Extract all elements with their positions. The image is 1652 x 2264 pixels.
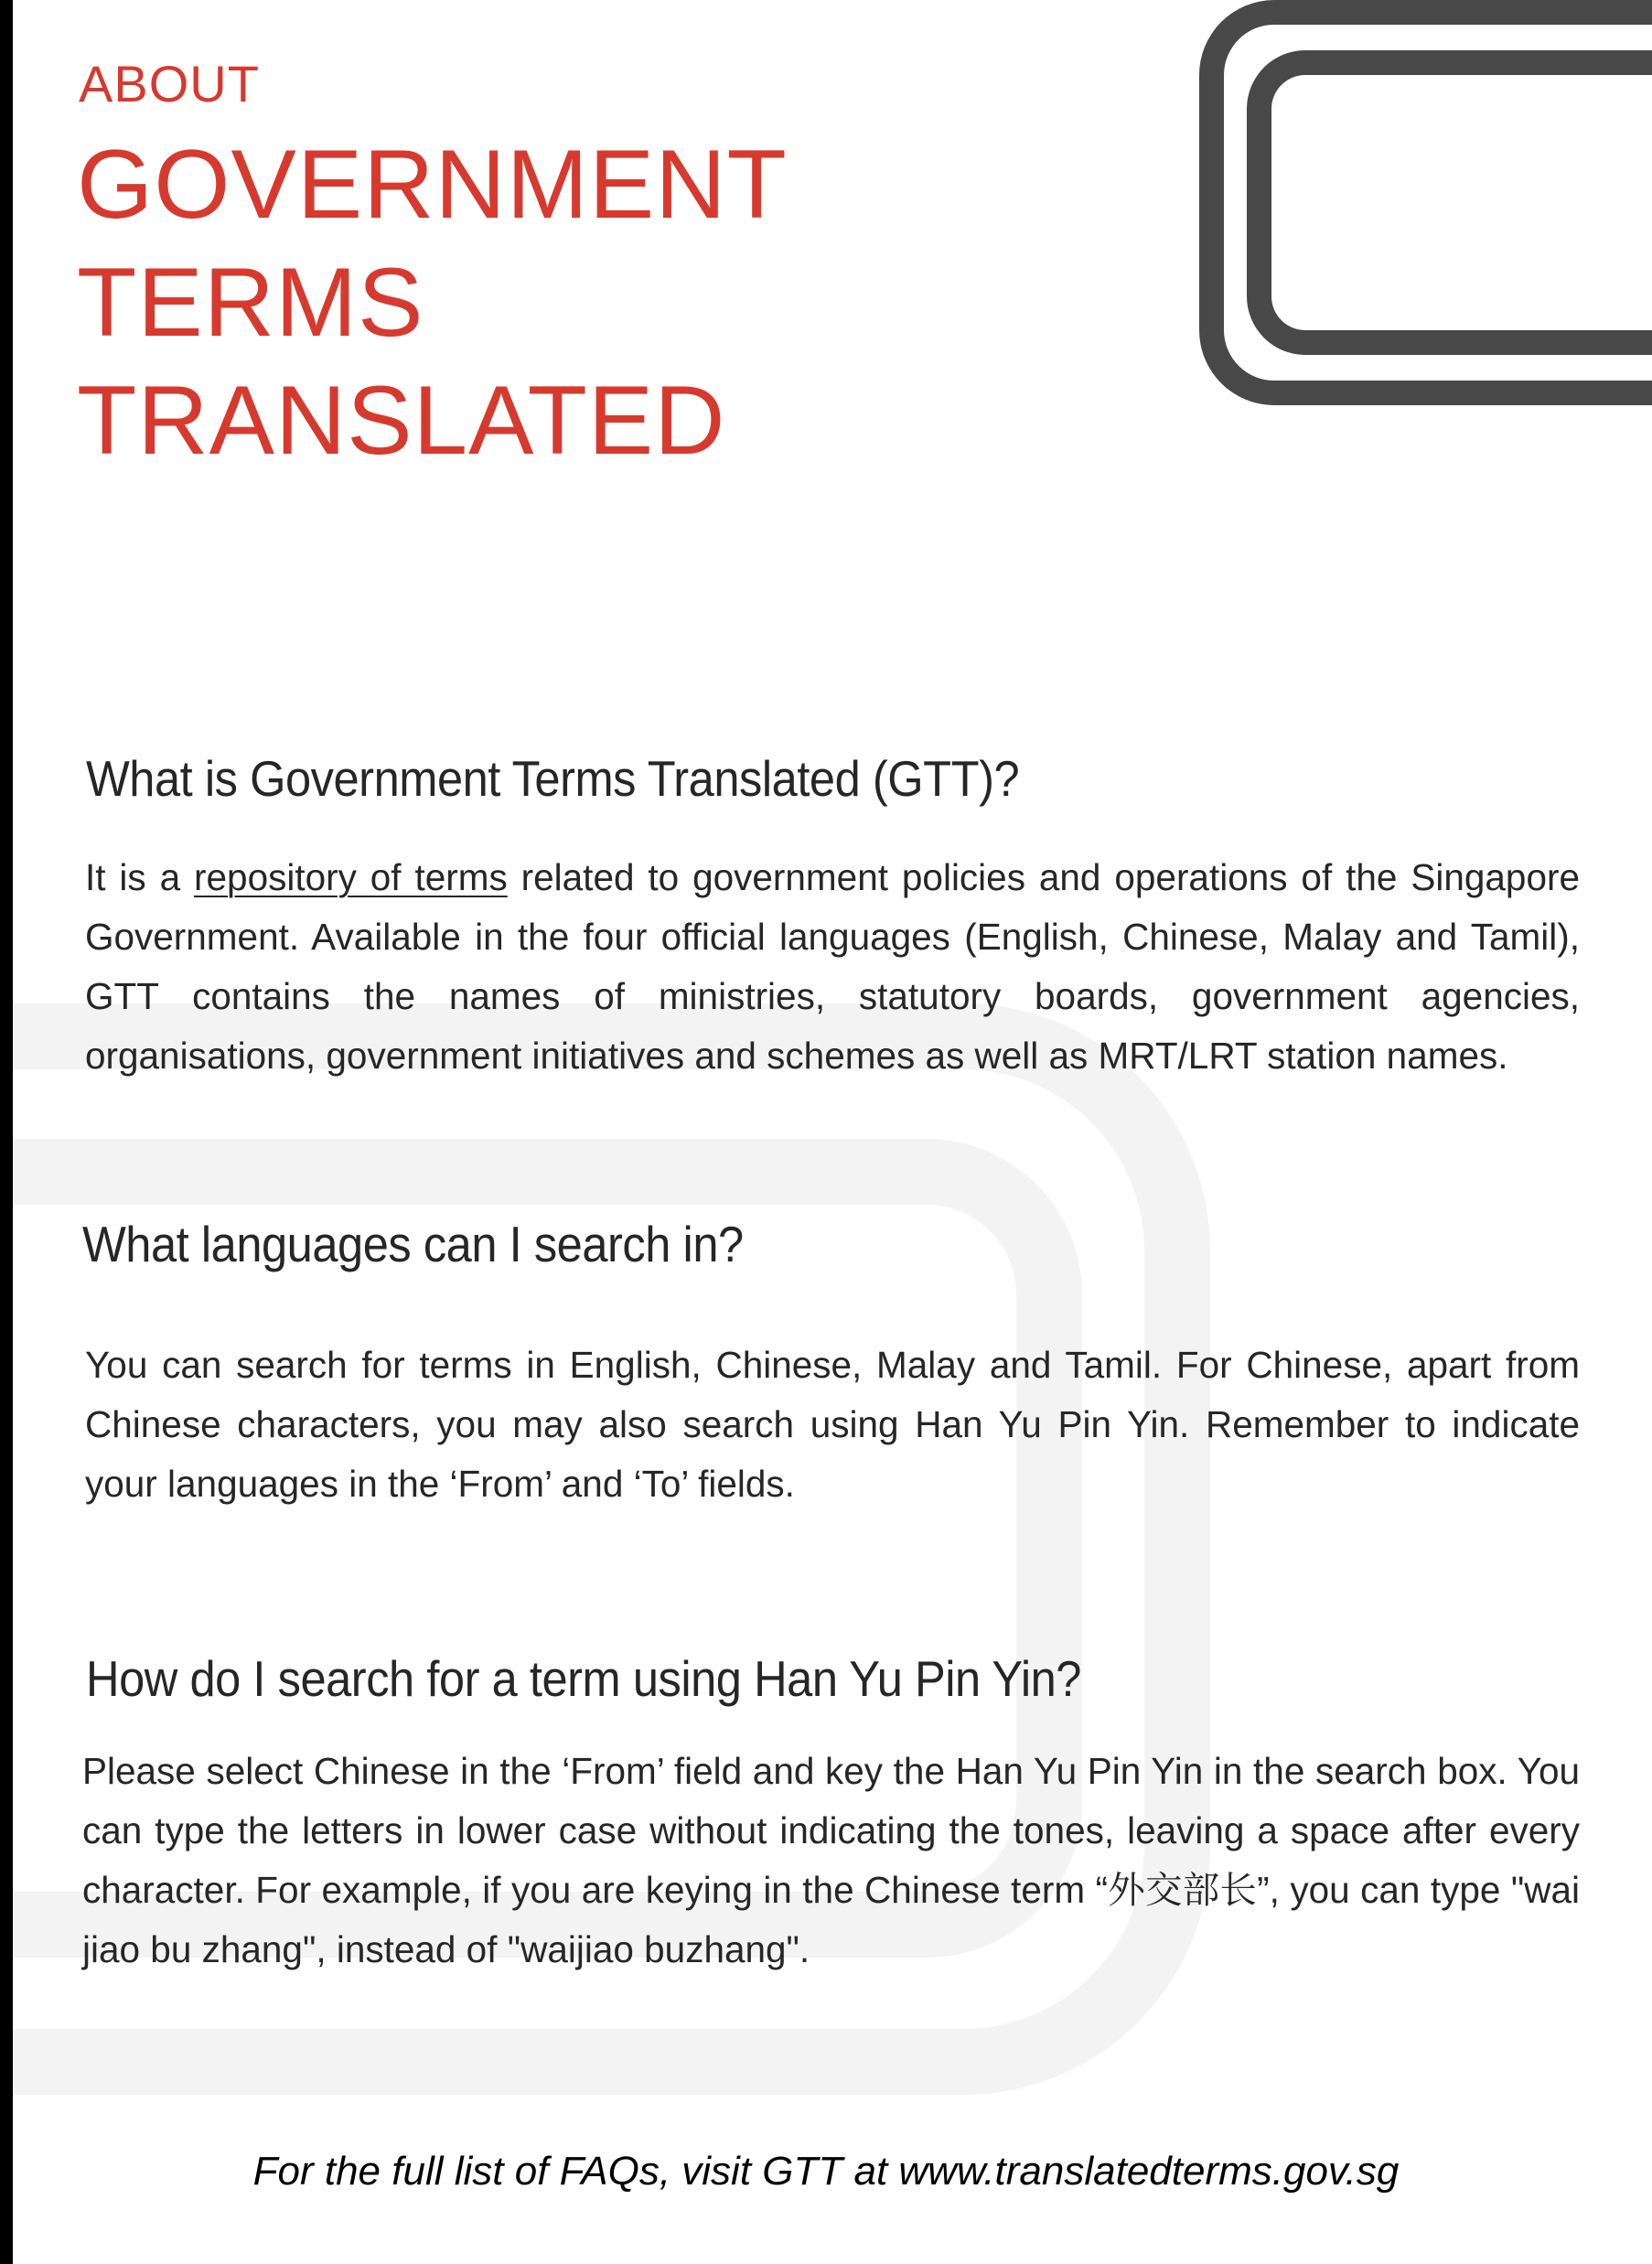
page-title-line-3: TRANSLATED bbox=[77, 365, 726, 475]
body-rest: related to government policies and operations of the Singapore Government. Available in the four official languages (English, Chinese, Malay and Tamil), GTT contains the names of ministries, statutory boards, government agencies, organisations, government initiatives and schemes as well as MRT/LRT station names. bbox=[85, 856, 1580, 1077]
page-title-line-2: TERMS bbox=[77, 247, 424, 357]
footer-faq-note: For the full list of FAQs, visit GTT at www.translatedterms.gov.sg bbox=[252, 2149, 1400, 2194]
body-prefix: It is a bbox=[85, 856, 195, 898]
section-heading-what-is-gtt: What is Government Terms Translated (GTT)? bbox=[86, 750, 1020, 807]
section-body-languages: You can search for terms in English, Chinese, Malay and Tamil. For Chinese, apart from Chinese characters, you may also search using Han Yu Pin Yin. Remember to indicate your languages in the ‘From’ and ‘To’ fields. bbox=[85, 1344, 1580, 1505]
repository-of-terms-link[interactable]: repository of terms bbox=[194, 856, 508, 898]
left-edge-strip bbox=[0, 0, 13, 2264]
section-body-pinyin: Please select Chinese in the ‘From’ field and key the Han Yu Pin Yin in the search box. You can type the letters in lower case without indicating the tones, leaving a space after every character. For example, if you are keying in the Chinese term “外交部长”, you can type "wai jiao bu zhang", instead of "waijiao buzhang". bbox=[82, 1750, 1580, 1970]
section-heading-languages: What languages can I search in? bbox=[82, 1216, 744, 1272]
section-body-what-is-gtt bbox=[85, 848, 1580, 1086]
section-heading-pinyin: How do I search for a term using Han Yu Pin Yin? bbox=[86, 1650, 1081, 1707]
page-title-line-1: GOVERNMENT bbox=[77, 129, 788, 239]
eyebrow-label: ABOUT bbox=[79, 55, 260, 113]
